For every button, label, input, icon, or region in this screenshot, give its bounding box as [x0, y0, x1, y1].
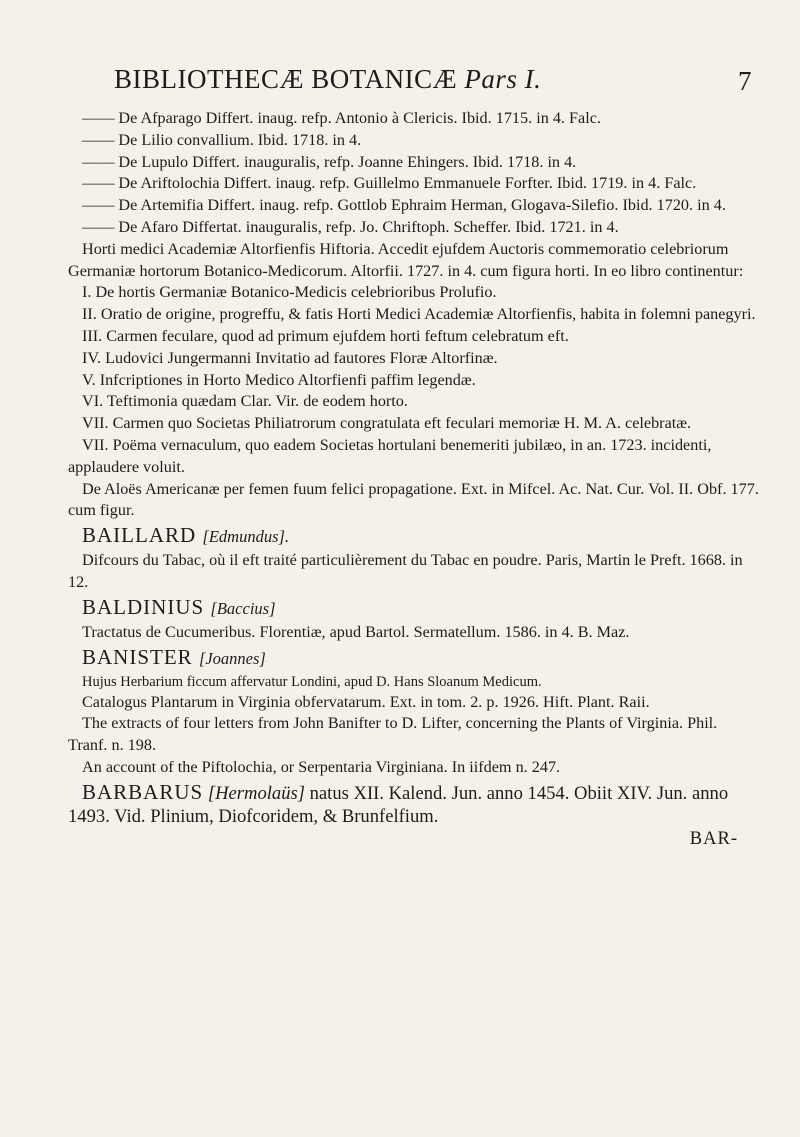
entry-aristolochia: —— De Ariftolochia Differt. inaug. refp. Guillelmo Emmanuele Forfter. Ibid. 1719. in 4. Falc.	[82, 174, 697, 193]
content-item-5: V. Infcriptiones in Horto Medico Altorfienfi paffim legendæ.	[82, 370, 476, 389]
author-forename: [Joannes]	[198, 648, 266, 668]
entry-catalogus-virginia: Catalogus Plantarum in Virginia obfervatarum. Ext. in tom. 2. p. 1926. Hift. Plant. Raii.	[82, 692, 650, 711]
entry-tabac: Difcours du Tabac, où il eft traité particulièrement du Tabac en poudre. Paris, Martin le Preft. 1668. in 12.	[68, 551, 743, 591]
author-heading-baldinius: BALDINIUS [Baccius]	[82, 594, 276, 619]
entry-asparagus: —— De Afparago Differt. inaug. refp. Antonio à Clericis. Ibid. 1715. in 4. Falc.	[82, 109, 601, 127]
author-forename: [Baccius]	[210, 598, 276, 618]
part-label: Pars I.	[464, 64, 542, 94]
content-item-2: II. Oratio de origine, progreffu, & fatis Horti Medici Academiæ Altorfienfis, habita in folemni panegyri.	[82, 305, 756, 324]
entry-lupulus: —— De Lupulo Differt. inauguralis, refp. Joanne Ehingers. Ibid. 1718. in 4.	[82, 152, 577, 171]
herbarium-note: Hujus Herbarium ficcum affervatur Londini, apud D. Hans Sloanum Medicum.	[82, 673, 542, 690]
entry-aloes: De Aloës Americanæ per femen fuum felici propagatione. Ext. in Mifcel. Ac. Nat. Cur. Vol. II. Obf. 177. cum figur.	[68, 479, 759, 520]
entry-letters-lister: The extracts of four letters from John Banifter to D. Lifter, concerning the Plants of Virginia. Phil. Tranf. n. 198.	[68, 714, 718, 755]
entry-serpentaria: An account of the Piftolochia, or Serpentaria Virginiana. In iifdem n. 247.	[82, 757, 561, 776]
author-forename: [Hermolaüs]	[207, 782, 305, 804]
page-body	[68, 108, 760, 851]
author-forename: [Edmundus].	[202, 527, 290, 547]
content-item-3: III. Carmen feculare, quod ad primum ejufdem horti feftum celebratum eft.	[82, 326, 569, 345]
content-item-6: VI. Teftimonia quædam Clar. Vir. de eodem horto.	[82, 392, 408, 411]
entry-cucumeres: Tractatus de Cucumeribus. Florentiæ, apud Bartol. Sermatellum. 1586. in 4. B. Maz.	[82, 622, 630, 641]
entry-asarum: —— De Afaro Differtat. inauguralis, refp. Jo. Chriftoph. Scheffer. Ibid. 1721. in 4.	[82, 217, 619, 236]
content-item-8: VII. Poëma vernaculum, quo eadem Societas hortulani benemeriti jubilæo, in an. 1723. incidenti, applaudere voluit.	[68, 435, 712, 476]
author-heading-barbarus: BARBARUS	[82, 779, 204, 804]
page-number: 7	[738, 66, 752, 96]
author-entry-barbarus	[68, 779, 760, 829]
entry-horti-historia: Horti medici Academiæ Altorfienfis Hiftoria. Accedit ejufdem Auctoris commemoratio celebriorum Germaniæ hortorum Botanico-Medicorum. Altorfii. 1727. in 4. cum figura horti. In eo libro continentur:	[68, 239, 744, 280]
content-item-7: VII. Carmen quo Societas Philiatrorum congratulata eft feculari memoriæ H. M. A. celebratæ.	[82, 414, 692, 433]
barbarus-entry: natus XII. Kalend. Jun. anno 1454. Obiit XIV. Jun. anno 1493. Vid. Plinium, Diofcoridem, & Brunfelfium.	[68, 782, 729, 828]
author-heading-banister: BANISTER [Joannes]	[82, 644, 266, 669]
entry-lilium: —— De Lilio convallium. Ibid. 1718. in 4.	[82, 130, 362, 149]
entry-artemisia: —— De Artemifia Differt. inaug. refp. Gottlob Ephraim Herman, Glogava-Silefio. Ibid. 1720. in 4.	[82, 196, 726, 215]
running-title: BIBLIOTHECÆ BOTANICÆ Pars I.	[114, 64, 542, 94]
author-heading-baillard: BAILLARD [Edmundus].	[82, 523, 290, 548]
running-head	[68, 64, 760, 108]
catchword: BAR-	[689, 828, 738, 849]
content-item-1: I. De hortis Germaniæ Botanico-Medicis celebrioribus Prolufio.	[82, 283, 497, 302]
content-item-4: IV. Ludovici Jungermanni Invitatio ad fautores Floræ Altorfinæ.	[82, 348, 498, 367]
